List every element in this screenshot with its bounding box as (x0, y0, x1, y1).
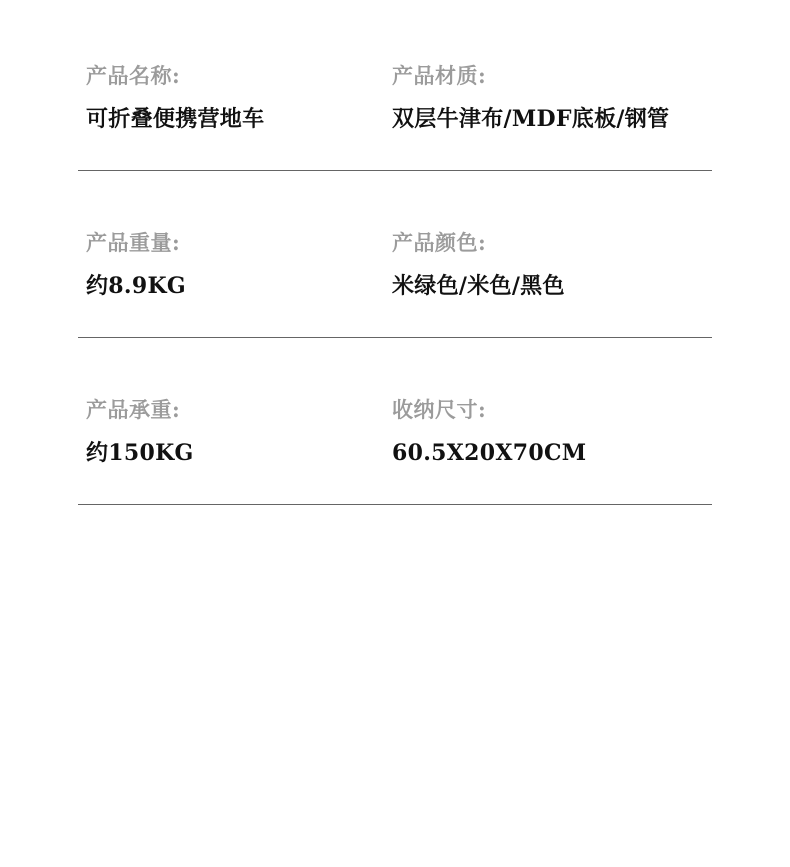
divider-3 (78, 504, 712, 505)
spec-label: 产品颜色: (392, 229, 487, 255)
spec-value: 约8.9KG (86, 273, 186, 300)
spec-cell-folded-size (392, 396, 712, 468)
spec-group-2 (0, 171, 790, 301)
spacer (0, 301, 790, 337)
spec-value: 约150KG (86, 440, 194, 467)
spec-value: 米绿色/米色/黑色 (392, 273, 565, 300)
spec-value: 双层牛津布/MDF底板/钢管 (392, 106, 670, 133)
spec-cell-product-material (392, 62, 712, 134)
spacer (0, 468, 790, 504)
spec-cell-product-weight (86, 229, 392, 301)
spec-row (86, 229, 712, 301)
spec-group-3 (0, 338, 790, 468)
spec-label: 产品承重: (86, 396, 181, 422)
spec-cell-product-color (392, 229, 712, 301)
spec-group-1 (0, 0, 790, 134)
spec-label: 产品材质: (392, 63, 487, 88)
spec-cell-load-capacity (86, 396, 392, 468)
spec-label: 收纳尺寸: (392, 396, 487, 422)
spec-label: 产品名称: (86, 63, 181, 88)
spec-row (86, 62, 712, 134)
spec-value: 可折叠便携营地车 (86, 106, 265, 133)
divider-1 (78, 170, 712, 171)
spacer (0, 134, 790, 170)
spec-value: 60.5X20X70CM (392, 440, 587, 467)
spec-cell-product-name (86, 62, 392, 134)
divider-2 (78, 337, 712, 338)
spec-row (86, 396, 712, 468)
spec-label: 产品重量: (86, 229, 181, 255)
